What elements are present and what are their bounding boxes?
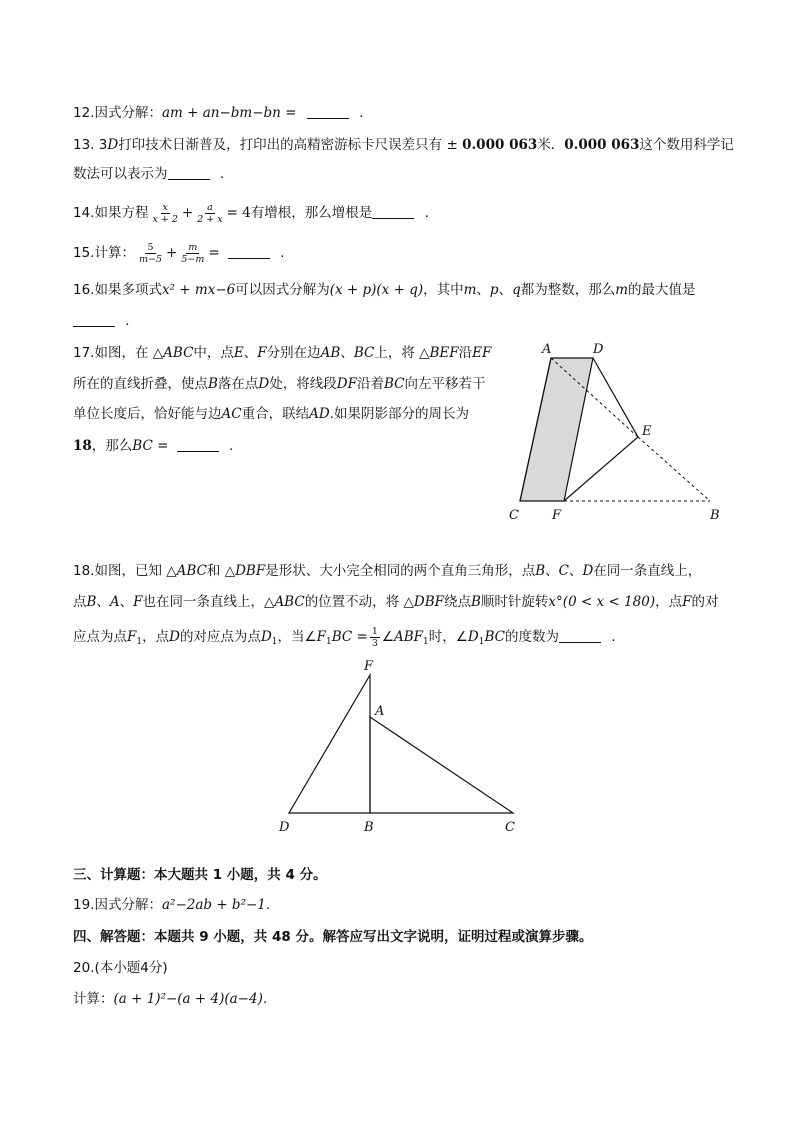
operator: = <box>208 245 220 261</box>
question-text: 打印技术日渐普及，打印出的高精密游标卡尺误差只有 ± <box>118 137 463 153</box>
question-18-line3 <box>73 625 616 649</box>
question-text: ，点 <box>655 594 683 610</box>
denominator: 5−m <box>181 253 205 265</box>
denominator: m−5 <box>138 253 162 265</box>
label-E: E <box>642 424 652 439</box>
question-text: ，当∠ <box>277 629 317 645</box>
math-var: D <box>258 376 270 392</box>
math-var: D <box>169 629 180 645</box>
math-var: B <box>86 594 97 610</box>
question-text: 时，∠ <box>428 629 468 645</box>
question-text: 应点为点 <box>73 629 127 645</box>
question-16-line2 <box>73 311 130 331</box>
answer-blank[interactable] <box>228 244 270 259</box>
operator: = 4 <box>226 205 251 221</box>
question-text: 分别在边 <box>266 345 321 361</box>
question-text: 有增根，那么增根是 <box>250 205 373 221</box>
question-text: ，其中 <box>423 282 464 298</box>
math-var: E <box>233 345 244 361</box>
question-text: 是形状、大小完全相同的两个直角三角形，点 <box>265 563 536 579</box>
math-var: AD <box>309 406 330 422</box>
period: . <box>262 991 268 1007</box>
question-text: ，点 <box>142 629 170 645</box>
math-var: DF <box>336 376 357 392</box>
question-text: 在同一条直线上， <box>593 563 702 579</box>
fraction <box>150 202 179 225</box>
math-var: D <box>467 629 479 645</box>
math-var: p <box>489 282 499 298</box>
question-text: 绕点 <box>444 594 471 610</box>
question-text: 数法可以表示为 <box>73 166 168 182</box>
subscript: 1 <box>271 637 278 647</box>
question-18 <box>73 561 701 581</box>
question-text: 也在同一条直线上，△ <box>142 594 275 610</box>
question-text: 18.如图，已知 △ <box>73 563 177 579</box>
number-value: 0.000 063 <box>462 137 538 153</box>
math-var: AB <box>320 345 341 361</box>
fraction <box>137 242 164 265</box>
math-var: F <box>682 594 692 610</box>
numerator: a <box>207 201 213 213</box>
math-var: q <box>512 282 521 298</box>
section-4-title: 四、解答题：本题共 9 小题，共 48 分。解答应写出文字说明，证明过程或演算步骤。 <box>73 929 593 945</box>
section-3-title: 三、计算题：本大题共 1 小题，共 4 分。 <box>73 867 327 883</box>
label-A: A <box>375 704 385 719</box>
question-text: 因式分解： <box>94 897 162 913</box>
question-text: 的最大值是 <box>628 282 696 298</box>
question-17 <box>73 343 491 363</box>
question-16 <box>73 280 696 300</box>
question-20-header <box>73 958 168 978</box>
question-number: 20. <box>73 960 95 976</box>
numerator: m <box>188 241 198 253</box>
math-var: DBF <box>413 594 444 610</box>
separator: 、 <box>340 345 354 361</box>
denominator: x + 2 <box>152 213 178 225</box>
question-header: (本小题4分) <box>94 960 168 976</box>
question-text: 上，将 △ <box>374 345 430 361</box>
label-D: D <box>593 342 604 357</box>
number-value: 0.000 063 <box>564 137 640 153</box>
question-text: 落在点 <box>217 376 259 392</box>
subscript: 1 <box>325 637 332 647</box>
answer-blank[interactable] <box>372 204 414 219</box>
period: . <box>125 313 130 329</box>
question-13 <box>73 135 734 155</box>
math-expression: BC = <box>331 629 368 645</box>
math-var: C <box>558 563 569 579</box>
math-var: F <box>133 594 143 610</box>
question-19 <box>73 895 270 915</box>
math-var: BC <box>353 345 375 361</box>
question-number: 19. <box>73 897 95 913</box>
question-text: 处，将线段 <box>269 376 337 392</box>
question-15 <box>73 240 285 266</box>
question-text: 计算： <box>73 991 114 1007</box>
question-text: ∠ <box>381 629 394 645</box>
denominator: 2 + x <box>197 213 223 225</box>
math-expression: am + an−bm−bn = <box>161 105 297 121</box>
period: . <box>265 897 271 913</box>
numerator: 1 <box>371 625 378 637</box>
number-value: 18 <box>73 438 92 454</box>
math-expression: x² + mx−6 <box>161 282 236 298</box>
fraction <box>195 202 224 225</box>
subscript: 1 <box>136 637 143 647</box>
label-B: B <box>710 508 720 523</box>
math-var: D <box>582 563 594 579</box>
question-text: 的对应点为点 <box>179 629 261 645</box>
question-14 <box>73 200 429 226</box>
separator: 、 <box>545 563 559 579</box>
math-var: F <box>257 345 267 361</box>
math-expression: (0 < x < 180) <box>562 594 656 610</box>
question-text: 和 △ <box>206 563 236 579</box>
question-text: 的位置不动，将 △ <box>304 594 414 610</box>
math-var: F <box>316 629 326 645</box>
answer-blank[interactable] <box>168 165 210 180</box>
question-text: 沿着 <box>356 376 384 392</box>
triangle-DBF <box>289 675 370 813</box>
separator: 、 <box>243 345 258 361</box>
question-number: 15. <box>73 245 95 261</box>
math-var: m <box>615 282 629 298</box>
shaded-parallelogram <box>520 358 593 501</box>
answer-blank[interactable] <box>559 628 601 643</box>
period: . <box>229 438 234 454</box>
question-13-line2 <box>73 164 224 184</box>
segment-EB-dashed <box>638 437 710 501</box>
numerator: x <box>162 201 168 213</box>
math-var: D <box>260 629 272 645</box>
label-D: D <box>279 820 290 835</box>
question-text: 点 <box>73 594 87 610</box>
question-text: 这个数用科学记 <box>639 137 734 153</box>
math-var: D <box>107 137 119 153</box>
math-var: A <box>109 594 120 610</box>
period: . <box>424 205 429 221</box>
period: . <box>219 166 225 182</box>
operator: + <box>166 245 178 261</box>
subscript: 1 <box>423 637 429 647</box>
separator: 、 <box>476 282 490 298</box>
question-18-line2 <box>73 592 718 612</box>
math-var: ABC <box>163 345 194 361</box>
question-text: 米． <box>537 137 565 153</box>
operator: + <box>181 205 194 221</box>
question-text: .如果阴影部分的周长为 <box>329 406 469 422</box>
question-17-line2 <box>73 374 485 394</box>
question-text: 沿 <box>458 345 473 361</box>
label-F: F <box>364 659 374 674</box>
label-F: F <box>552 508 562 523</box>
math-var: EF <box>472 345 492 361</box>
separator: 、 <box>96 594 110 610</box>
math-var: ABC <box>274 594 305 610</box>
math-expression: (a + 1)²−(a + 4)(a−4) <box>113 991 263 1007</box>
question-text: 如果方程 <box>94 205 149 221</box>
question-text: 中，点 <box>193 345 234 361</box>
question-text: 计算： <box>94 245 135 261</box>
question-text: 因式分解： <box>94 105 162 121</box>
math-var: BEF <box>429 345 459 361</box>
label-C: C <box>505 820 515 835</box>
question-text: 重合，联结 <box>241 406 310 422</box>
math-var: B <box>471 594 481 610</box>
figure-17 <box>500 338 730 523</box>
question-number: 16. <box>73 282 95 298</box>
question-text: 如果多项式 <box>94 282 162 298</box>
fraction <box>179 242 206 265</box>
question-text: 顺时针旋转 <box>480 594 549 610</box>
math-var: BC <box>383 376 405 392</box>
math-expression: (x + p)(x + q) <box>329 282 424 298</box>
question-12 <box>73 103 363 123</box>
separator: 、 <box>498 282 513 298</box>
denominator: 3 <box>371 637 378 649</box>
question-text: 17.如图，在 △ <box>73 345 164 361</box>
label-A: A <box>542 342 552 357</box>
figure-18 <box>275 655 535 835</box>
answer-blank[interactable] <box>177 437 219 452</box>
question-text: 可以因式分解为 <box>235 282 330 298</box>
subscript: 1 <box>478 637 485 647</box>
question-text: 单位长度后，恰好能与边 <box>73 406 222 422</box>
separator: 、 <box>568 563 583 579</box>
segment-DE <box>593 358 638 437</box>
separator: 、 <box>119 594 134 610</box>
math-var: B <box>208 376 218 392</box>
question-text: 所在的直线折叠，使点 <box>73 376 208 392</box>
question-17-line3 <box>73 404 469 424</box>
math-var: ABF <box>393 629 424 645</box>
math-expression: BC = <box>132 438 169 454</box>
math-var: m <box>463 282 477 298</box>
label-C: C <box>509 508 519 523</box>
numerator: 5 <box>147 241 154 253</box>
fraction <box>370 626 380 649</box>
question-20 <box>73 989 267 1009</box>
question-text: 的度数为 <box>504 629 559 645</box>
question-text: 向左平移若干 <box>404 376 486 392</box>
math-var: BC <box>484 629 505 645</box>
label-B: B <box>364 820 374 835</box>
math-expression: a²−2ab + b²−1 <box>161 897 266 913</box>
math-var: ABC <box>176 563 207 579</box>
math-var: F <box>127 629 137 645</box>
question-number: 12. <box>73 105 95 121</box>
math-var: B <box>535 563 546 579</box>
period: . <box>359 105 364 121</box>
math-var: x° <box>548 594 563 610</box>
period: . <box>611 629 616 645</box>
question-number: 14. <box>73 205 95 221</box>
answer-blank[interactable] <box>73 312 115 327</box>
triangle-ABC <box>370 717 513 813</box>
question-text: 都为整数，那么 <box>520 282 616 298</box>
math-var: DBF <box>235 563 266 579</box>
question-text: 的对 <box>691 594 719 610</box>
answer-blank[interactable] <box>307 104 349 119</box>
question-number: 13. 3 <box>73 137 108 153</box>
question-text: ，那么 <box>91 438 133 454</box>
period: . <box>280 245 285 261</box>
question-17-line4 <box>73 436 233 456</box>
math-var: AC <box>221 406 242 422</box>
